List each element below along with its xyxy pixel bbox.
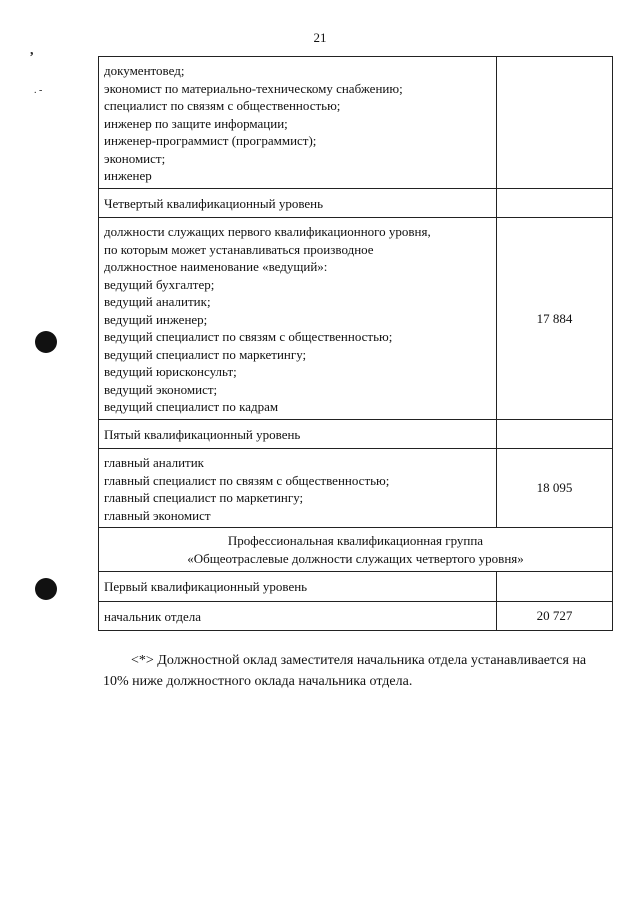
position-line: главный аналитик: [104, 455, 204, 470]
position-line: инженер по защите информации;: [104, 115, 288, 131]
table-row: [99, 57, 613, 189]
position-line: инженер-программист (программист);: [104, 133, 317, 148]
position-line: главный специалист по связям с общественностью;: [104, 472, 390, 488]
position-line: ведущий бухгалтер;: [104, 276, 215, 292]
position-line: должностное наименование «ведущий»:: [104, 259, 328, 274]
position-line: экономист по материально-техническому снабжению;: [104, 80, 403, 96]
position-line: специалист по связям с общественностью;: [104, 98, 341, 113]
table-row: [99, 601, 613, 631]
qualification-group-header: [99, 528, 613, 572]
salary-cell: [497, 419, 613, 449]
positions-cell: [99, 218, 497, 420]
punch-hole-top: [35, 331, 57, 353]
table-row: [99, 449, 613, 528]
salary-cell: 17 884: [497, 218, 613, 420]
position-line: ведущий специалист по маркетингу;: [104, 346, 307, 362]
position-line: документовед;: [104, 63, 185, 78]
position-line: инженер: [104, 168, 152, 183]
salary-cell: [497, 572, 613, 602]
table-row: [99, 188, 613, 218]
qualification-level-label: Четвертый квалификационный уровень: [99, 188, 497, 218]
group-title-line: «Общеотраслевые должности служащих четвертого уровня»: [187, 550, 524, 566]
salary-cell: 20 727: [497, 601, 613, 631]
footnote: <*> Должностной оклад заместителя начальника отдела устанавливается на 10% ниже должностного оклада начальника отдела.: [103, 653, 587, 689]
table-row: [99, 218, 613, 420]
position-line: должности служащих первого квалификационного уровня,: [104, 224, 431, 239]
qualification-level-label: Первый квалификационный уровень: [99, 572, 497, 602]
position-line: главный экономист: [104, 507, 211, 523]
position-line: экономист;: [104, 150, 166, 166]
table-row: [99, 419, 613, 449]
position-line: ведущий инженер;: [104, 311, 208, 327]
salary-cell: [497, 57, 613, 189]
position-line: по которым может устанавливаться производное: [104, 241, 374, 257]
table-row: [99, 528, 613, 572]
salary-cell: 18 095: [497, 449, 613, 528]
position-line: ведущий специалист по связям с общественностью;: [104, 329, 393, 344]
position-label: начальник отдела: [99, 601, 497, 631]
positions-cell: [99, 449, 497, 528]
position-line: главный специалист по маркетингу;: [104, 490, 304, 505]
page-number: 21: [313, 30, 327, 45]
salary-cell: [497, 188, 613, 218]
position-line: ведущий аналитик;: [104, 294, 211, 309]
position-line: ведущий экономист;: [104, 381, 218, 397]
margin-mark-dots: . -: [34, 85, 43, 96]
group-title-line: Профессиональная квалификационная группа: [227, 533, 484, 548]
position-line: ведущий специалист по кадрам: [104, 399, 279, 414]
margin-mark-comma: ,: [30, 43, 34, 58]
table-row: [99, 572, 613, 602]
salary-table: [98, 56, 613, 631]
punch-hole-bottom: [35, 578, 57, 600]
qualification-level-label: Пятый квалификационный уровень: [99, 419, 497, 449]
position-line: ведущий юрисконсульт;: [104, 364, 237, 379]
positions-cell: [99, 57, 497, 189]
